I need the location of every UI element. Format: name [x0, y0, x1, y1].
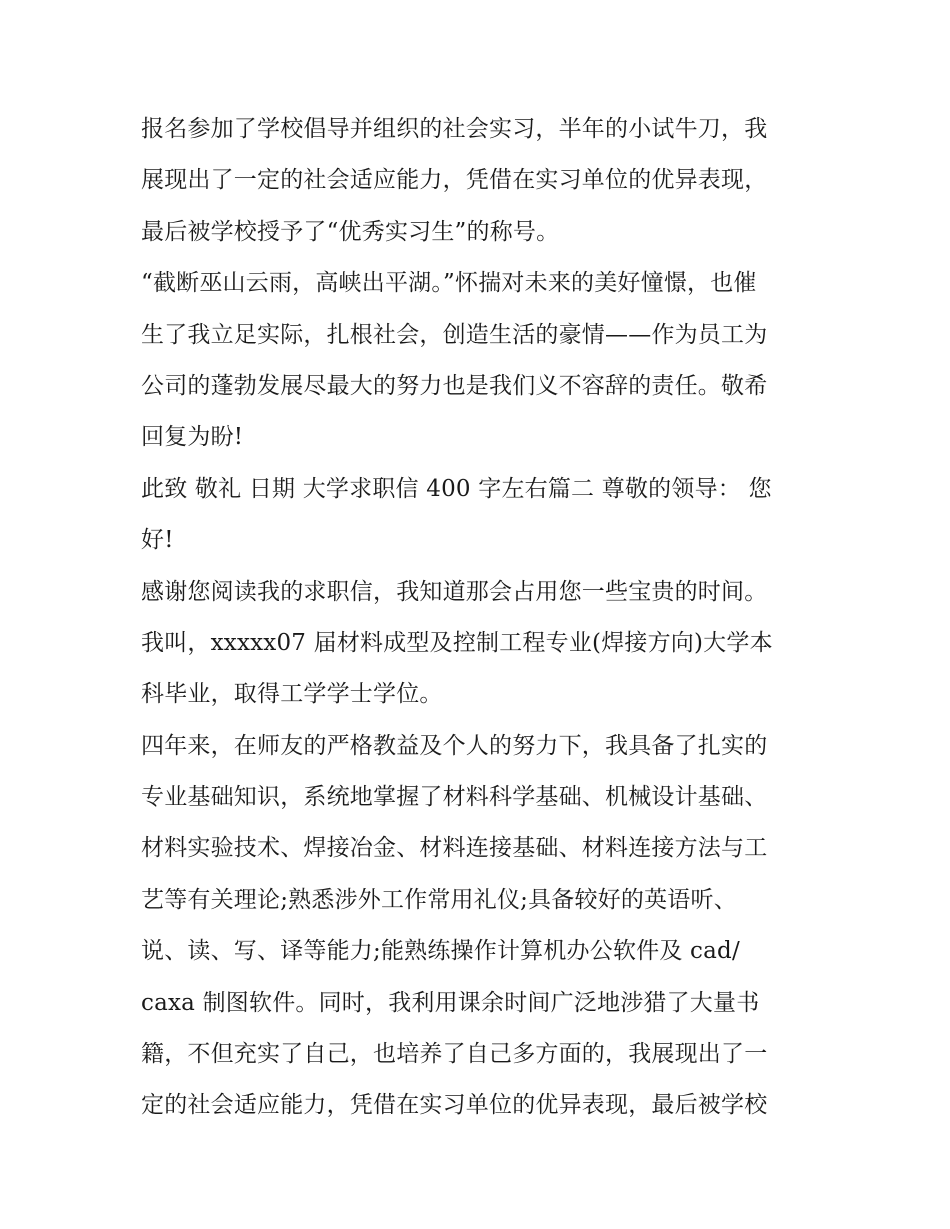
text-line: 好! — [141, 527, 174, 554]
text-line: 说、读、写、译等能力;能熟练操作计算机办公软件及 cad/ — [141, 938, 740, 965]
text-line: “截断巫山云雨，高峡出平湖。”怀揣对未来的美好憧憬，也催 — [141, 270, 757, 297]
body-text — [141, 104, 821, 1132]
text-line: 此致 敬礼 日期 大学求职信 400 字左右篇二 尊敬的领导： 您 — [141, 475, 772, 502]
text-line: 专业基础知识，系统地掌握了材料科学基础、机械设计基础、 — [141, 784, 768, 811]
text-line: 生了我立足实际，扎根社会，创造生活的豪情——作为员工为 — [141, 321, 768, 348]
text-line: 籍，不但充实了自己，也培养了自己多方面的，我展现出了一 — [141, 1041, 768, 1068]
text-line: 定的社会适应能力，凭借在实习单位的优异表现，最后被学校 — [141, 1092, 768, 1119]
text-line: 我叫，xxxxx07 届材料成型及控制工程专业(焊接方向)大学本 — [141, 629, 773, 656]
text-line: 科毕业，取得工学学士学位。 — [141, 681, 443, 708]
text-line: 报名参加了学校倡导并组织的社会实习，半年的小试牛刀，我 — [141, 116, 768, 142]
text-line: 公司的蓬勃发展尽最大的努力也是我们义不容辞的责任。敬希 — [141, 372, 768, 399]
text-line: caxa 制图软件。同时，我利用课余时间广泛地涉猎了大量书 — [141, 989, 760, 1016]
text-line: 材料实验技术、焊接冶金、材料连接基础、材料连接方法与工 — [141, 835, 768, 862]
text-line: 展现出了一定的社会适应能力，凭借在实习单位的优异表现， — [141, 167, 768, 194]
text-line: 四年来，在师友的严格教益及个人的努力下，我具备了扎实的 — [141, 732, 768, 759]
text-line: 感谢您阅读我的求职信，我知道那会占用您一些宝贵的时间。 — [141, 578, 768, 605]
text-line: 最后被学校授予了“优秀实习生”的称号。 — [141, 218, 560, 245]
text-line: 艺等有关理论;熟悉涉外工作常用礼仪;具备较好的英语听、 — [141, 886, 737, 913]
text-line: 回复为盼! — [141, 424, 244, 451]
